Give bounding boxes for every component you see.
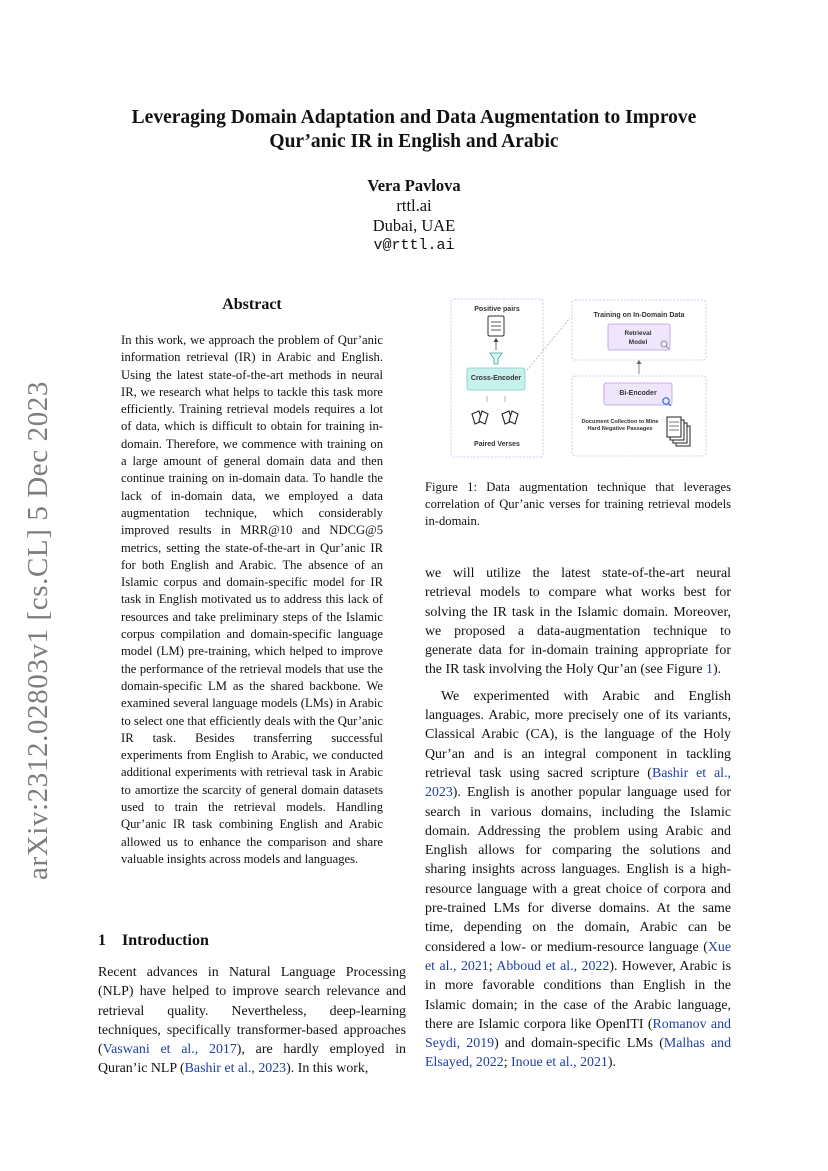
figure-1-caption: Figure 1: Data augmentation technique that leverages correlation of Qur’anic verses for training retrieval models in-domain. bbox=[425, 480, 731, 528]
label-document-collection: Document Collection to Mine Hard Negative Passages bbox=[581, 419, 659, 432]
paragraph: We experimented with Arabic and English languages. Arabic, more precisely one of its variants, Classical Arabic (CA), is the language of the Holy Qur’an and is an integral component in tackling retrieval task using sacred scripture (Bashir et al., 2023). English is another popular language used for search in various domains, including the Islamic domain. Addressing the problem using Arabic and English allows for comparing the solutions and sharing insights across languages. English is a high-resource language with a great choice of corpora and pre-trained LMs for diverse domains. At the same time, depending on the domain, Arabic can be considered a low- or medium-resource language (Xue et al., 2021; Abboud et al., 2022). However, Arabic is in more favorable conditions than English in the Islamic domain; in the case of the Arabic language, there are Islamic corpora like OpenITI (Romanov and Seydi, 2019) and domain-specific LMs (Malhas and Elsayed, 2022; Inoue et al., 2021). bbox=[425, 688, 732, 1071]
citation-link[interactable]: Abboud et al., 2022 bbox=[496, 958, 610, 974]
label-training-in-domain: Training on In-Domain Data bbox=[593, 312, 685, 319]
author-affiliation: rttl.ai bbox=[396, 196, 432, 215]
citation-link[interactable]: Bashir et al., 2023 bbox=[184, 1061, 287, 1077]
abstract-heading: Abstract bbox=[222, 296, 282, 313]
citation-link[interactable]: Xue et al., 2021 bbox=[425, 939, 731, 974]
figure-reference-link[interactable]: 1 bbox=[705, 662, 713, 678]
author-block bbox=[100, 176, 728, 256]
paper-title: Leveraging Domain Adaptation and Data Augmentation to Improve Qur’anic IR in English and Arabic bbox=[131, 107, 697, 152]
filter-icon bbox=[490, 353, 502, 364]
citation-link[interactable]: Romanov and Seydi, 2019 bbox=[425, 1016, 731, 1052]
label-paired-verses: Paired Verses bbox=[474, 441, 520, 448]
citation-link[interactable]: Bashir et al., 2023 bbox=[425, 765, 731, 801]
label-cross-encoder: Cross-Encoder bbox=[470, 375, 522, 382]
book-icon bbox=[472, 411, 518, 424]
label-bi-encoder: Bi-Encoder bbox=[619, 390, 657, 397]
section-heading-introduction bbox=[98, 932, 209, 950]
author-location: Dubai, UAE bbox=[372, 216, 456, 235]
author-name: Vera Pavlova bbox=[367, 176, 461, 195]
abstract-text: In this work, we approach the problem of Qur’anic information retrieval (IR) in Arabic and English. Using the latest state-of-the-art methods in neural IR, we research what helps to tackle this task more efficiently. Training retrieval models requires a lot of data, which is difficult to obtain for training in-domain. Therefore, we commence with training on a large amount of general domain data and then continue training on in-domain data. To handle the lack of in-domain data, we employed a data augmentation technique, which considerably improved results in MRR@10 and NDCG@5 metrics, setting the state-of-the-art in Qur’anic IR for both English and Arabic. The absence of an Islamic corpus and domain-specific model for IR task in English motivated us to address this lack of resources and take preliminary steps of the Islamic corpus compilation and domain-specific language model (LM) pre-training, which helped to improve the performance of the retrieval models that use the domain-specific LM as the shared backbone. We examined several language models (LMs) in Arabic to select one that efficiently deals with the Qur’anic IR task. Besides transferring successful experiments from English to Arabic, we conducted additional experiments with retrieval task in Arabic to amortize the scarcity of general domain datasets used to train the retrieval models. Handling Qur’anic IR task combining English and Arabic allowed us to enhance the comparison and share valuable insights across models and languages. bbox=[121, 333, 383, 866]
right-column-text bbox=[425, 564, 731, 1073]
document-icon bbox=[488, 316, 504, 336]
figure-1-diagram bbox=[450, 298, 708, 460]
arxiv-identifier: arXiv:2312.02803v1 [cs.CL] 5 Dec 2023 bbox=[22, 380, 54, 880]
introduction-paragraph: Recent advances in Natural Language Processing (NLP) have helped to improve search relevance and retrieval quality. Nevertheless, deep-learning techniques, specifically transformer-based approaches (Vaswani et al., 2017), are hardly employed in Quran’ic NLP (Bashir et al., 2023). In this work, bbox=[98, 965, 406, 1077]
section-title: Introduction bbox=[122, 932, 209, 949]
connector-line bbox=[527, 318, 570, 370]
author-email[interactable]: v@rttl.ai bbox=[373, 237, 455, 254]
section-number: 1 bbox=[98, 932, 106, 949]
paragraph: we will utilize the latest state-of-the-art neural retrieval models to compare what works best for solving the IR task in the Islamic domain. Moreover, we proposed a data-augmentation technique to generate data for in-domain training appropriate for the IR task involving the Holy Qur’an (see Figure 1). bbox=[425, 566, 731, 678]
label-positive-pairs: Positive pairs bbox=[474, 306, 520, 313]
citation-link[interactable]: Malhas and Elsayed, 2022 bbox=[425, 1036, 732, 1071]
document-stack-icon bbox=[667, 417, 690, 446]
citation-link[interactable]: Inoue et al., 2021 bbox=[511, 1055, 608, 1071]
citation-link[interactable]: Vaswani et al., 2017 bbox=[102, 1042, 237, 1058]
label-retrieval-model: Retrieval Model bbox=[624, 330, 652, 346]
